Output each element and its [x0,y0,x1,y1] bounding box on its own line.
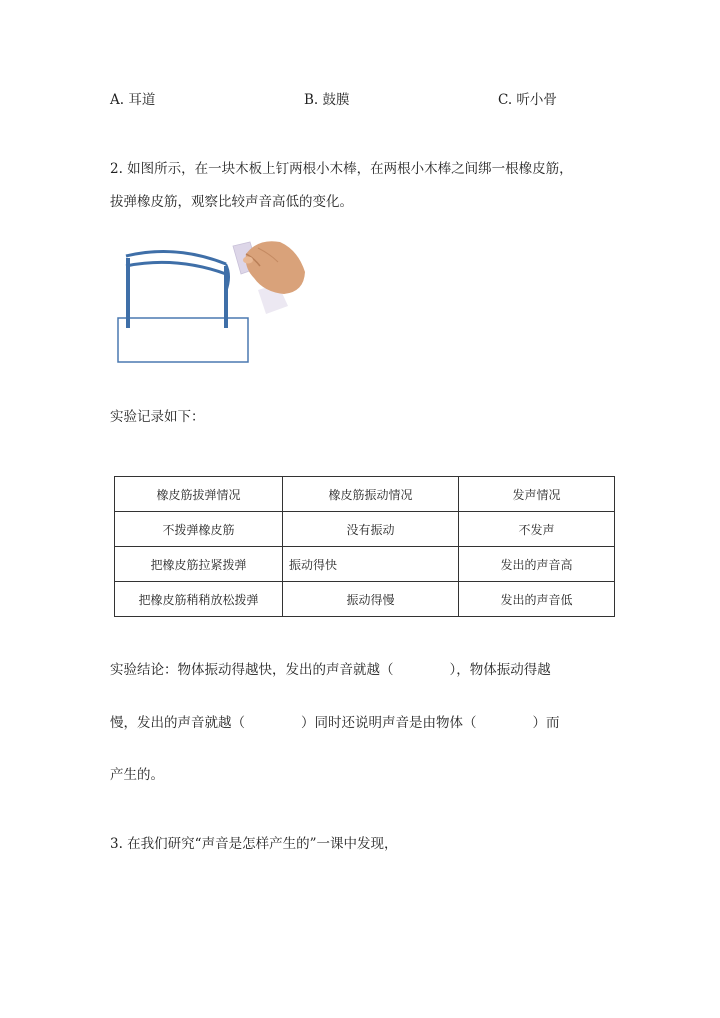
record-intro: 实验记录如下： [110,409,205,425]
conclusion-line-3: 产生的。 [110,767,164,783]
option-a: A. 耳道 [110,92,156,108]
conclusion-text: ）而 [532,715,560,731]
table-row [115,512,615,547]
table-cell: 不发声 [459,512,615,547]
conclusion-text: 慢，发出的声音就越（ [110,715,245,731]
hand-icon [233,241,305,314]
table-header-row [115,477,615,512]
table-cell: 发出的声音高 [459,547,615,582]
table-cell: 没有振动 [283,512,459,547]
option-b: B. 鼓膜 [304,92,350,108]
question-3-line-1: 3. 在我们研究“声音是怎样产生的”一课中发现， [110,836,398,852]
conclusion-line-1 [110,658,551,678]
header-cell: 橡皮筋拔弹情况 [115,477,283,512]
wooden-board [118,318,248,362]
question-2-line-1: 2. 如图所示，在一块木板上钉两根小木棒，在两根小木棒之间绑一根橡皮筋， [110,161,573,177]
table-row [115,547,615,582]
header-cell: 橡皮筋振动情况 [283,477,459,512]
conclusion-text: ）同时还说明声音是由物体（ [301,715,477,731]
conclusion-text: 实验结论：物体振动得越快，发出的声音就越（ [110,662,394,678]
header-cell: 发声情况 [459,477,615,512]
record-table [114,476,615,617]
conclusion-text: ），物体振动得越 [449,662,551,678]
conclusion-line-2 [110,711,560,731]
table-cell: 振动得快 [283,547,459,582]
table-cell: 把橡皮筋稍稍放松拨弹 [115,582,283,617]
question-2-line-2: 拔弹橡皮筋，观察比较声音高低的变化。 [110,194,353,210]
table-cell: 振动得慢 [283,582,459,617]
table-cell: 发出的声音低 [459,582,615,617]
table-cell: 把橡皮筋拉紧拨弹 [115,547,283,582]
table-row [115,582,615,617]
option-c: C. 听小骨 [498,92,557,108]
rubber-band-bottom [126,262,226,274]
table-cell: 不拨弹橡皮筋 [115,512,283,547]
rubber-band-illustration [108,236,314,366]
